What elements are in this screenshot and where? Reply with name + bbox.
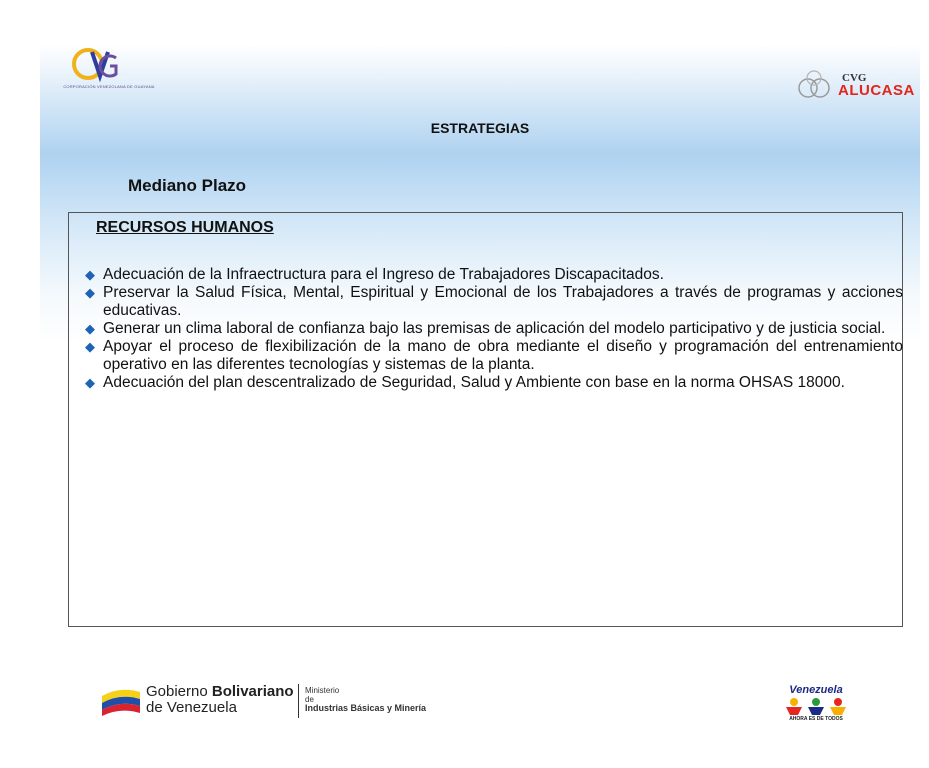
cvg-logo-subtitle: CORPORACIÓN VENEZOLANA DE GUAYANA xyxy=(63,84,155,89)
gobierno-bolivariano-logo xyxy=(100,684,460,720)
section-heading: RECURSOS HUMANOS xyxy=(96,219,274,236)
alucasa-logo-name: ALUCASA xyxy=(838,82,915,99)
cvg-logo-icon xyxy=(72,46,118,84)
slide xyxy=(40,44,920,644)
ministry-line3: Industrias Básicas y Minería xyxy=(305,703,427,713)
list-item-text: Preservar la Salud Física, Mental, Espiritual y Emocional de los Trabajadores a través de programas y acciones educativas. xyxy=(103,284,903,319)
strategy-list xyxy=(81,266,903,392)
diamond-bullet-icon: ◆ xyxy=(85,267,95,282)
cvg-logo xyxy=(54,46,164,98)
list-item xyxy=(81,338,903,374)
list-item xyxy=(81,374,903,392)
diamond-bullet-icon: ◆ xyxy=(85,321,95,336)
content-box xyxy=(68,212,903,627)
venezuela-flag-icon xyxy=(100,686,142,716)
page-subtitle: Mediano Plazo xyxy=(128,176,247,195)
diamond-bullet-icon: ◆ xyxy=(85,339,95,354)
page-title: ESTRATEGIAS xyxy=(430,120,530,136)
list-item xyxy=(81,266,903,284)
list-item-text: Generar un clima laboral de confianza bajo las premisas de aplicación del modelo participativo y de justicia social. xyxy=(103,320,886,337)
gov-line2: de Venezuela xyxy=(146,699,237,716)
footer-divider xyxy=(298,684,299,718)
venezuela-brand-tagline: AHORA ES DE TODOS xyxy=(789,716,843,722)
list-item xyxy=(81,320,903,338)
venezuela-brand-word: Venezuela xyxy=(789,684,843,696)
diamond-bullet-icon: ◆ xyxy=(85,375,95,390)
alucasa-logo xyxy=(794,68,914,102)
gov-text xyxy=(146,684,294,716)
gov-line1-bold: Bolivariano xyxy=(211,683,294,700)
venezuela-brand-logo xyxy=(776,684,856,724)
alucasa-rings-icon xyxy=(794,68,838,102)
list-item-text: Apoyar el proceso de flexibilización de la mano de obra mediante el diseño y programación del entrenamiento operativo en las diferentes tecnologías y sistemas de la planta. xyxy=(103,338,903,373)
list-item-text: Adecuación de la Infraectructura para el Ingreso de Trabajadores Discapacitados. xyxy=(103,266,664,283)
people-stars-icon xyxy=(784,697,848,715)
ministry-line2: de xyxy=(305,695,314,704)
list-item xyxy=(81,284,903,320)
alucasa-logo-prefix: CVG xyxy=(842,72,867,84)
ministry-text xyxy=(305,686,426,713)
ministry-line1: Ministerio xyxy=(305,686,340,695)
gov-line1-plain: Gobierno xyxy=(146,683,212,700)
list-item-text: Adecuación del plan descentralizado de Seguridad, Salud y Ambiente con base en la norma OHSAS 18000. xyxy=(103,374,845,391)
diamond-bullet-icon: ◆ xyxy=(85,285,95,300)
